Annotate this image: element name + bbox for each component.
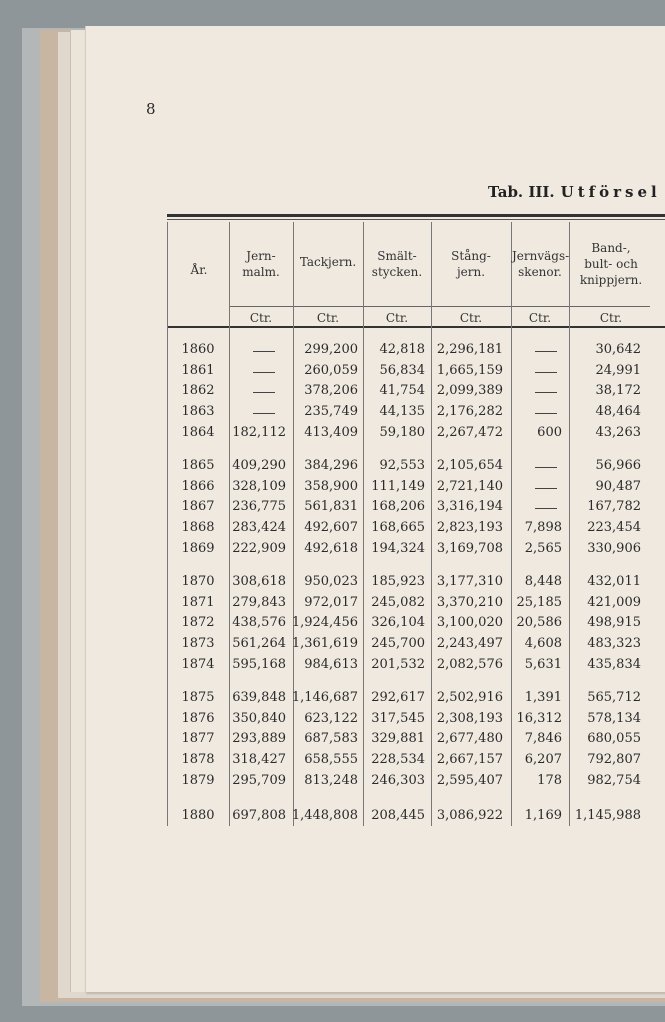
- empty-cell-dash: [535, 351, 557, 352]
- table-cell-smaltstycken: 208,445: [371, 808, 425, 823]
- table-cell-tackjern: 950,023: [304, 574, 358, 589]
- table-cell-jernvagsskenor: 1,391: [524, 690, 562, 705]
- table-cell-jernmalm: 279,843: [232, 594, 286, 610]
- row-year: 1862: [181, 383, 215, 399]
- table-cell-stangjern: 2,502,916: [436, 690, 503, 705]
- table-cell-bandjern: 421,009: [587, 594, 641, 610]
- column-header-jernmalm: Jern- malm.: [242, 249, 280, 279]
- table-cell-bandjern: 167,782: [587, 499, 641, 515]
- empty-cell-dash: [535, 372, 557, 373]
- table-cell-smaltstycken: 317,545: [371, 710, 425, 726]
- table-cell-smaltstycken: 292,617: [371, 690, 425, 705]
- empty-cell-dash: [253, 413, 275, 414]
- row-year: 1865: [181, 458, 215, 473]
- row-year: 1878: [181, 752, 215, 768]
- table-cell-tackjern: 413,409: [304, 424, 358, 440]
- table-cell-bandjern: 792,807: [587, 752, 641, 768]
- table-cell-jernmalm: 222,909: [232, 540, 286, 556]
- table-cell-bandjern: 578,134: [587, 710, 641, 726]
- table-cell-jernvagsskenor: 16,312: [516, 710, 562, 726]
- table-cell-jernvagsskenor: 20,586: [516, 615, 562, 631]
- table-cell-stangjern: 2,823,193: [436, 520, 503, 536]
- table-cell-jernmalm: 182,112: [232, 424, 286, 440]
- table-top-rule: [167, 214, 665, 217]
- column-header-bandjern: Band-, bult- och knippjern.: [579, 241, 643, 287]
- empty-cell-dash: [535, 467, 557, 468]
- row-year: 1879: [181, 772, 215, 788]
- table-cell-bandjern: 982,754: [587, 772, 641, 788]
- table-cell-stangjern: 2,105,654: [436, 458, 503, 473]
- table-cell-stangjern: 2,243,497: [436, 636, 503, 652]
- table-cell-jernmalm: 293,889: [232, 731, 286, 747]
- table-cell-stangjern: 2,721,140: [436, 478, 503, 494]
- table-cell-bandjern: 483,323: [587, 636, 641, 652]
- table-cell-tackjern: 358,900: [304, 478, 358, 494]
- table-cell-smaltstycken: 111,149: [371, 478, 425, 494]
- column-header-stangjern: Stång- jern.: [451, 249, 491, 279]
- row-year: 1873: [181, 636, 215, 652]
- table-cell-stangjern: 3,100,020: [436, 615, 503, 631]
- table-cell-jernmalm: 318,427: [232, 752, 286, 768]
- empty-cell-dash: [535, 392, 557, 393]
- table-cell-stangjern: 3,177,310: [436, 574, 503, 589]
- table-cell-stangjern: 2,082,576: [436, 656, 503, 672]
- table-cell-jernmalm: 328,109: [232, 478, 286, 494]
- table-cell-bandjern: 435,834: [587, 656, 641, 672]
- table-cell-tackjern: 1,361,619: [291, 636, 358, 652]
- row-year: 1869: [181, 540, 215, 556]
- table-cell-smaltstycken: 245,700: [371, 636, 425, 652]
- row-year: 1864: [181, 424, 215, 440]
- table-cell-jernmalm: 308,618: [232, 574, 286, 589]
- row-year: 1870: [181, 574, 215, 589]
- table-cell-bandjern: 330,906: [587, 540, 641, 556]
- column-unit-smaltstycken: Ctr.: [385, 311, 409, 325]
- row-year: 1871: [181, 594, 215, 610]
- table-cell-smaltstycken: 246,303: [371, 772, 425, 788]
- row-year: 1874: [181, 656, 215, 672]
- empty-cell-dash: [535, 508, 557, 509]
- table-cell-jernvagsskenor: 7,898: [524, 520, 562, 536]
- column-unit-jernmalm: Ctr.: [249, 311, 273, 325]
- table-cell-jernmalm: 697,808: [232, 808, 286, 823]
- table-cell-jernmalm: 438,576: [232, 615, 286, 631]
- table-cell-bandjern: 223,454: [587, 520, 641, 536]
- table-cell-jernmalm: 595,168: [232, 656, 286, 672]
- table-cell-tackjern: 492,607: [304, 520, 358, 536]
- table-cell-smaltstycken: 168,665: [371, 520, 425, 536]
- table-cell-stangjern: 2,296,181: [436, 342, 503, 357]
- column-header-jernvagsskenor: Jernvägs- skenor.: [512, 249, 570, 279]
- row-year: 1863: [181, 404, 215, 420]
- empty-cell-dash: [535, 413, 557, 414]
- table-cell-smaltstycken: 44,135: [379, 404, 425, 420]
- table-cell-smaltstycken: 59,180: [379, 424, 425, 440]
- row-year: 1861: [181, 362, 215, 378]
- table-cell-tackjern: 384,296: [304, 458, 358, 473]
- row-year: 1872: [181, 615, 215, 631]
- table-cell-smaltstycken: 42,818: [379, 342, 425, 357]
- table-cell-bandjern: 48,464: [595, 404, 641, 420]
- table-cell-stangjern: 2,667,157: [436, 752, 503, 768]
- column-divider: [167, 222, 168, 826]
- row-year: 1877: [181, 731, 215, 747]
- table-cell-stangjern: 2,099,389: [436, 383, 503, 399]
- table-cell-jernvagsskenor: 8,448: [524, 574, 562, 589]
- table-cell-stangjern: 3,169,708: [436, 540, 503, 556]
- table-cell-smaltstycken: 245,082: [371, 594, 425, 610]
- table-cell-tackjern: 1,146,687: [291, 690, 358, 705]
- header-bottom-rule: [167, 326, 665, 328]
- row-year: 1868: [181, 520, 215, 536]
- table-cell-jernvagsskenor: 6,207: [524, 752, 562, 768]
- table-cell-tackjern: 658,555: [304, 752, 358, 768]
- table-cell-stangjern: 2,595,407: [436, 772, 503, 788]
- table-cell-tackjern: 378,206: [304, 383, 358, 399]
- table-cell-bandjern: 56,966: [595, 458, 641, 473]
- column-divider: [569, 222, 570, 826]
- table-cell-smaltstycken: 228,534: [371, 752, 425, 768]
- table-cell-jernvagsskenor: 5,631: [524, 656, 562, 672]
- table-cell-jernvagsskenor: 25,185: [516, 594, 562, 610]
- empty-cell-dash: [535, 488, 557, 489]
- table-cell-jernvagsskenor: 7,846: [524, 731, 562, 747]
- table-cell-tackjern: 984,613: [304, 656, 358, 672]
- table-cell-tackjern: 972,017: [304, 594, 358, 610]
- table-cell-tackjern: 235,749: [304, 404, 358, 420]
- table-cell-jernmalm: 561,264: [232, 636, 286, 652]
- table-cell-jernmalm: 639,848: [232, 690, 286, 705]
- table-cell-tackjern: 687,583: [304, 731, 358, 747]
- row-year: 1880: [181, 808, 215, 823]
- table-cell-bandjern: 24,991: [595, 362, 641, 378]
- table-cell-tackjern: 1,924,456: [291, 615, 358, 631]
- table-cell-tackjern: 492,618: [304, 540, 358, 556]
- table-cell-bandjern: 43,263: [595, 424, 641, 440]
- table-cell-stangjern: 2,677,480: [436, 731, 503, 747]
- table-cell-smaltstycken: 194,324: [371, 540, 425, 556]
- row-year: 1875: [181, 690, 215, 705]
- table-cell-jernmalm: 295,709: [232, 772, 286, 788]
- table-cell-stangjern: 2,176,282: [436, 404, 503, 420]
- table-cell-jernvagsskenor: 1,169: [524, 808, 562, 823]
- table-cell-stangjern: 3,316,194: [436, 499, 503, 515]
- table-cell-jernmalm: 236,775: [232, 499, 286, 515]
- column-unit-bandjern: Ctr.: [599, 311, 623, 325]
- table-cell-tackjern: 299,200: [304, 342, 358, 357]
- table-cell-jernvagsskenor: 2,565: [524, 540, 562, 556]
- table-title-heading: Utförsel: [560, 183, 661, 201]
- table-cell-bandjern: 1,145,988: [574, 808, 641, 823]
- table-cell-jernmalm: 283,424: [232, 520, 286, 536]
- table-cell-bandjern: 30,642: [595, 342, 641, 357]
- table-cell-bandjern: 90,487: [595, 478, 641, 494]
- table-cell-stangjern: 1,665,159: [436, 362, 503, 378]
- table-cell-smaltstycken: 201,532: [371, 656, 425, 672]
- table-cell-smaltstycken: 185,923: [371, 574, 425, 589]
- table-cell-jernvagsskenor: 600: [537, 424, 562, 440]
- table-cell-jernmalm: 350,840: [232, 710, 286, 726]
- table-cell-jernmalm: 409,290: [232, 458, 286, 473]
- table-cell-bandjern: 680,055: [587, 731, 641, 747]
- column-header-year: År.: [190, 263, 208, 277]
- column-unit-tackjern: Ctr.: [316, 311, 340, 325]
- table-cell-jernvagsskenor: 178: [537, 772, 562, 788]
- empty-cell-dash: [253, 372, 275, 373]
- table-cell-smaltstycken: 329,881: [371, 731, 425, 747]
- table-title-label: Tab. III.: [488, 183, 555, 201]
- column-unit-jernvagsskenor: Ctr.: [528, 311, 552, 325]
- row-year: 1866: [181, 478, 215, 494]
- row-year: 1867: [181, 499, 215, 515]
- table-cell-tackjern: 561,831: [304, 499, 358, 515]
- table-cell-tackjern: 813,248: [304, 772, 358, 788]
- table-cell-tackjern: 260,059: [304, 362, 358, 378]
- table-cell-smaltstycken: 56,834: [379, 362, 425, 378]
- column-header-tackjern: Tackjern.: [299, 255, 357, 269]
- column-header-smaltstycken: Smält- stycken.: [371, 249, 423, 279]
- table-cell-tackjern: 1,448,808: [291, 808, 358, 823]
- row-year: 1876: [181, 710, 215, 726]
- table-cell-bandjern: 38,172: [595, 383, 641, 399]
- table-cell-stangjern: 3,086,922: [436, 808, 503, 823]
- table-cell-smaltstycken: 168,206: [371, 499, 425, 515]
- table-cell-smaltstycken: 326,104: [371, 615, 425, 631]
- table-cell-stangjern: 3,370,210: [436, 594, 503, 610]
- table-top-rule-thin: [167, 219, 665, 220]
- empty-cell-dash: [253, 392, 275, 393]
- table-cell-jernvagsskenor: 4,608: [524, 636, 562, 652]
- table-cell-stangjern: 2,308,193: [436, 710, 503, 726]
- column-unit-stangjern: Ctr.: [459, 311, 483, 325]
- page-number: 8: [146, 100, 156, 118]
- table-cell-smaltstycken: 92,553: [379, 458, 425, 473]
- table-cell-stangjern: 2,267,472: [436, 424, 503, 440]
- table-title: [488, 183, 661, 201]
- table-cell-bandjern: 565,712: [587, 690, 641, 705]
- empty-cell-dash: [253, 351, 275, 352]
- table-cell-bandjern: 432,011: [587, 574, 641, 589]
- row-year: 1860: [181, 342, 215, 357]
- table-cell-smaltstycken: 41,754: [379, 383, 425, 399]
- table-cell-tackjern: 623,122: [304, 710, 358, 726]
- table-cell-bandjern: 498,915: [587, 615, 641, 631]
